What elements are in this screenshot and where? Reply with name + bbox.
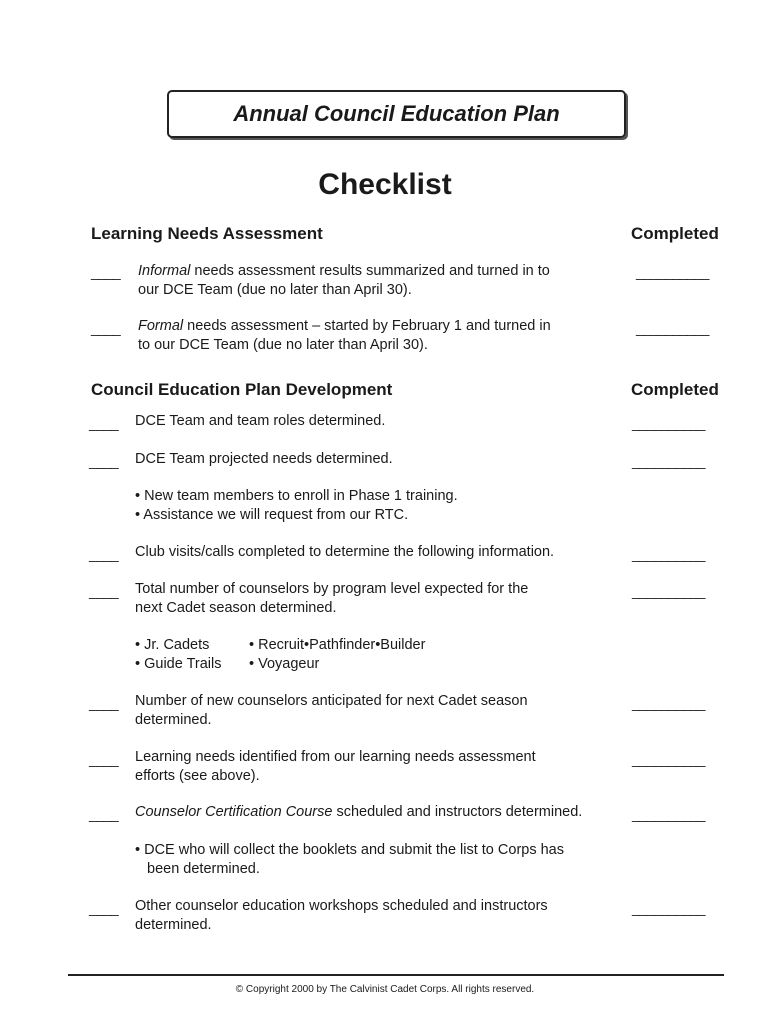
check-blank[interactable]: ____ bbox=[89, 695, 119, 711]
list-item-continuation: been determined. bbox=[147, 861, 260, 877]
checklist-item-text: Counselor Certification Course scheduled and instructors determined. bbox=[135, 804, 583, 820]
completed-blank[interactable]: __________ bbox=[632, 583, 705, 599]
completed-blank[interactable]: __________ bbox=[632, 751, 705, 767]
document-title: Annual Council Education Plan bbox=[233, 101, 560, 126]
list-item: • Recruit•Pathfinder•Builder bbox=[249, 637, 426, 653]
completed-blank[interactable]: __________ bbox=[636, 320, 709, 336]
check-blank[interactable]: ____ bbox=[89, 751, 119, 767]
check-blank[interactable]: ____ bbox=[89, 583, 119, 599]
completed-blank[interactable]: __________ bbox=[632, 546, 705, 562]
check-blank[interactable]: ____ bbox=[91, 320, 121, 336]
list-item: • Guide Trails bbox=[135, 656, 222, 672]
checklist-item-text: Informal needs assessment results summarized and turned in to our DCE Team (due no later than April 30). bbox=[138, 263, 550, 298]
completed-label: Completed bbox=[631, 380, 719, 399]
list-item: • Jr. Cadets bbox=[135, 637, 210, 653]
list-item: • DCE who will collect the booklets and submit the list to Corps has bbox=[135, 842, 564, 858]
checklist-item-text: Number of new counselors anticipated for next Cadet season determined. bbox=[135, 693, 528, 728]
checklist-item-text: Formal needs assessment – started by February 1 and turned in to our DCE Team (due no later than April 30). bbox=[138, 318, 551, 353]
checklist-item-text: Club visits/calls completed to determine the following information. bbox=[135, 544, 555, 560]
list-item: • Assistance we will request from our RTC. bbox=[135, 507, 409, 523]
completed-label: Completed bbox=[631, 224, 719, 243]
checklist-heading: Checklist bbox=[318, 168, 452, 201]
check-blank[interactable]: ____ bbox=[89, 415, 119, 431]
section-learning-needs-title: Learning Needs Assessment bbox=[91, 224, 323, 243]
footer-divider bbox=[68, 974, 724, 976]
list-item: • Voyageur bbox=[249, 656, 320, 672]
check-blank[interactable]: ____ bbox=[89, 453, 119, 469]
check-blank[interactable]: ____ bbox=[89, 806, 119, 822]
checklist-item-text: DCE Team projected needs determined. bbox=[135, 451, 393, 467]
completed-blank[interactable]: __________ bbox=[632, 806, 705, 822]
checklist-item-text: Learning needs identified from our learning needs assessment efforts (see above). bbox=[135, 749, 536, 784]
title-box bbox=[167, 90, 626, 138]
program-list-right bbox=[249, 636, 425, 674]
program-list-left bbox=[135, 636, 221, 674]
footer-copyright: © Copyright 2000 by The Calvinist Cadet Corps. All rights reserved. bbox=[235, 984, 535, 995]
checklist-item-text: Other counselor education workshops scheduled and instructors determined. bbox=[135, 898, 548, 933]
completed-blank[interactable]: __________ bbox=[632, 900, 705, 916]
bullet-list bbox=[135, 487, 458, 525]
completed-blank[interactable]: __________ bbox=[632, 453, 705, 469]
list-item: • New team members to enroll in Phase 1 training. bbox=[135, 488, 458, 504]
bullet-list bbox=[135, 841, 564, 879]
completed-blank[interactable]: __________ bbox=[632, 415, 705, 431]
checklist-item-text: DCE Team and team roles determined. bbox=[135, 413, 386, 429]
check-blank[interactable]: ____ bbox=[89, 900, 119, 916]
completed-blank[interactable]: __________ bbox=[636, 264, 709, 280]
check-blank[interactable]: ____ bbox=[91, 264, 121, 280]
section-plan-development-title: Council Education Plan Development bbox=[91, 380, 393, 399]
check-blank[interactable]: ____ bbox=[89, 546, 119, 562]
checklist-item-text: Total number of counselors by program level expected for the next Cadet season determined. bbox=[135, 581, 529, 616]
completed-blank[interactable]: __________ bbox=[632, 695, 705, 711]
